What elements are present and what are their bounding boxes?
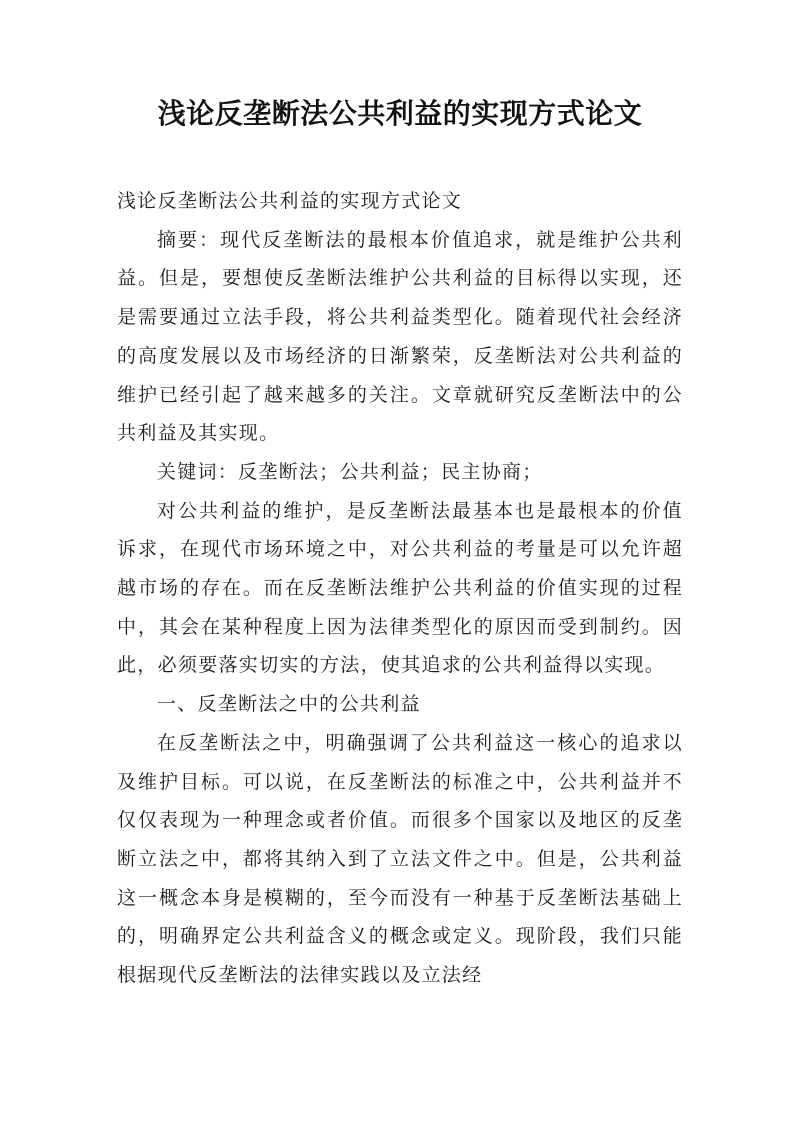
paragraph-abstract: 摘要：现代反垄断法的最根本价值追求，就是维护公共利益。但是，要想使反垄断法维护公共利益的目标得以实现，还是需要通过立法手段，将公共利益类型化。随着现代社会经济的高度发展以及市场经济的日渐繁荣，反垄断法对公共利益的维护已经引起了越来越多的关注。文章就研究反垄断法中的公共利益及其实现。 [117,228,683,445]
paragraph-intro: 对公共利益的维护，是反垄断法最基本也是最根本的价值诉求，在现代市场环境之中，对公共利益的考量是可以允许超越市场的存在。而在反垄断法维护公共利益的价值实现的过程中，其会在某种程度上因为法律类型化的原因而受到制约。因此，必须要落实切实的方法，使其追求的公共利益得以实现。 [117,499,683,677]
document-body [117,182,683,995]
paragraph-section-1: 在反垄断法之中，明确强调了公共利益这一核心的追求以及维护目标。可以说，在反垄断法的标准之中，公共利益并不仅仅表现为一种理念或者价值。而很多个国家以及地区的反垄断立法之中，都将其纳入到了立法文件之中。但是，公共利益这一概念本身是模糊的，至今而没有一种基于反垄断法基础上的，明确界定公共利益含义的概念或定义。现阶段，我们只能根据现代反垄断法的法律实践以及立法经 [117,731,683,987]
document-title: 浅论反垄断法公共利益的实现方式论文 [157,97,643,130]
section-heading-1: 一、反垄断法之中的公共利益 [156,693,421,716]
paragraph-keywords: 关键词：反垄断法；公共利益；民主协商； [156,460,543,483]
paragraph-heading-repeat: 浅论反垄断法公共利益的实现方式论文 [117,190,463,212]
